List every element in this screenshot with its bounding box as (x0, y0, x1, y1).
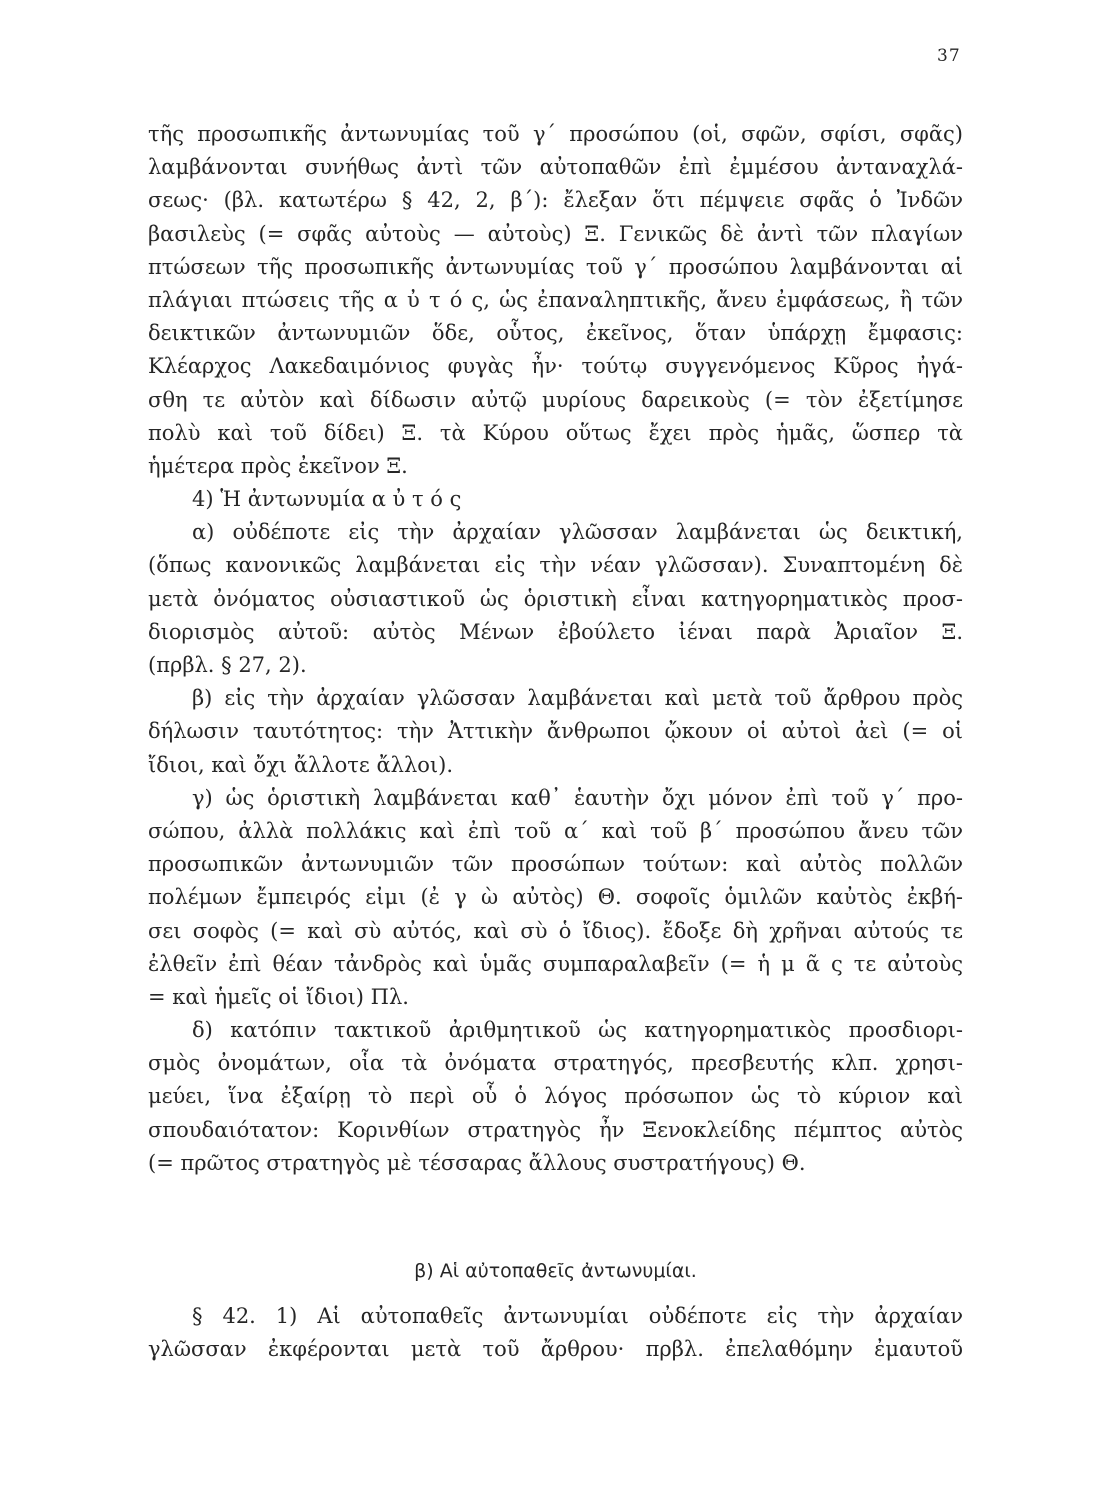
text-line: (= πρῶτος στρατηγὸς μὲ τέσσαρας ἄλλους συστρατήγους) Θ. (148, 1150, 806, 1175)
text-line: α) οὐδέποτε εἰς τὴν ἀρχαίαν γλῶσσαν λαμβάνεται ὡς δεικτική, (192, 520, 963, 545)
text-line: 4) Ἡ ἀντωνυμία α ὐ τ ό ς (192, 487, 462, 512)
text-line: διορισμὸς αὐτοῦ: αὐτὸς Μένων ἐβούλετο ἰέναι παρὰ Ἀριαῖον Ξ. (148, 619, 963, 644)
text-line: ἴδιοι, καὶ ὄχι ἄλλοτε ἄλλοι). (148, 752, 453, 777)
text-line: πλάγιαι πτώσεις τῆς α ὐ τ ό ς, ὡς ἐπαναληπτικῆς, ἄνευ ἐμφάσεως, ἢ τῶν (148, 287, 963, 312)
text-line: ἡμέτερα πρὸς ἐκεῖνον Ξ. (148, 453, 408, 478)
text-line: τῆς προσωπικῆς ἀντωνυμίας τοῦ γ΄ προσώπου (οἱ, σφῶν, σφίσι, σφᾶς) (148, 122, 963, 146)
text-line: = καὶ ἡμεῖς οἱ ἴδιοι) Πλ. (148, 984, 409, 1009)
text-line: δ) κατόπιν τακτικοῦ ἀριθμητικοῦ ὡς κατηγορηματικὸς προσδιορι- (192, 1018, 963, 1043)
text-line: πτώσεων τῆς προσωπικῆς ἀντωνυμίας τοῦ γ΄ προσώπου λαμβάνονται αἱ (148, 254, 963, 279)
text-line: σει σοφὸς (= καὶ σὺ αὐτός, καὶ σὺ ὁ ἴδιος). ἔδοξε δὴ χρῆναι αὐτούς τε (148, 918, 963, 943)
text-line: (ὅπως κανονικῶς λαμβάνεται εἰς τὴν νέαν γλῶσσαν). Συναπτομένη δὲ (148, 553, 963, 578)
text-line: σθη τε αὐτὸν καὶ δίδωσιν αὐτῷ μυρίους δαρεικοὺς (= τὸν ἐξετίμησε (148, 387, 963, 412)
section-heading: β) Αἱ αὐτοπαθεῖς ἀντωνυμίαι. (414, 1260, 697, 1282)
text-line: προσωπικῶν ἀντωνυμιῶν τῶν προσώπων τούτων: καὶ αὐτὸς πολλῶν (148, 852, 963, 877)
text-line: πολέμων ἔμπειρός εἰμι (ἐ γ ὼ αὐτὸς) Θ. σοφοῖς ὁμιλῶν καὐτὸς ἐκβή- (148, 885, 963, 910)
text-line: (πρβλ. § 27, 2). (148, 653, 307, 677)
text-line: σώπου, ἀλλὰ πολλάκις καὶ ἐπὶ τοῦ α΄ καὶ τοῦ β΄ προσώπου ἄνευ τῶν (148, 818, 963, 843)
text-line: σεως· (βλ. κατωτέρω § 42, 2, β΄): ἔλεξαν ὅτι πέμψειε σφᾶς ὁ Ἰνδῶν (148, 188, 963, 213)
text-line: σπουδαιότατον: Κορινθίων στρατηγὸς ἦν Ξενοκλείδης πέμπτος αὐτὸς (148, 1117, 963, 1142)
section-text (148, 1300, 963, 1366)
text-line: γ) ὡς ὁριστικὴ λαμβάνεται καθ᾽ ἑαυτὴν ὄχι μόνον ἐπὶ τοῦ γ΄ προ- (192, 785, 963, 810)
text-line: πολὺ καὶ τοῦ δίδει) Ξ. τὰ Κύρου οὕτως ἔχει πρὸς ἡμᾶς, ὥσπερ τὰ (148, 420, 963, 445)
text-line: δήλωσιν ταυτότητος: τὴν Ἀττικὴν ἄνθρωποι ᾤκουν οἱ αὐτοὶ ἀεὶ (= οἱ (148, 719, 963, 744)
text-line: β) εἰς τὴν ἀρχαίαν γλῶσσαν λαμβάνεται καὶ μετὰ τοῦ ἄρθρου πρὸς (192, 686, 963, 711)
text-line: γλῶσσαν ἐκφέρονται μετὰ τοῦ ἄρθρου· πρβλ. ἐπελαθόμην ἐμαυτοῦ (148, 1337, 963, 1362)
text-line: § 42. 1) Αἱ αὐτοπαθεῖς ἀντωνυμίαι οὐδέποτε εἰς τὴν ἀρχαίαν (192, 1304, 963, 1328)
text-line: μετὰ ὀνόματος οὐσιαστικοῦ ὡς ὁριστικὴ εἶναι κατηγορηματικὸς προσ- (148, 586, 963, 611)
text-line: λαμβάνονται συνήθως ἀντὶ τῶν αὐτοπαθῶν ἐπὶ ἐμμέσου ἀνταναχλά- (148, 155, 963, 180)
body-text (148, 118, 963, 1180)
text-line: δεικτικῶν ἀντωνυμιῶν ὅδε, οὗτος, ἐκεῖνος, ὅταν ὑπάρχῃ ἔμφασις: (148, 321, 963, 346)
text-line: Κλέαρχος Λακεδαιμόνιος φυγὰς ἦν· τούτῳ συγγενόμενος Κῦρος ἠγά- (148, 354, 963, 379)
text-line: σμὸς ὀνομάτων, οἷα τὰ ὀνόματα στρατηγός, πρεσβευτής κλπ. χρησι- (148, 1051, 963, 1076)
text-line: βασιλεὺς (= σφᾶς αὐτοὺς — αὐτοὺς) Ξ. Γενικῶς δὲ ἀντὶ τῶν πλαγίων (148, 221, 963, 246)
text-line: μεύει, ἵνα ἐξαίρῃ τὸ περὶ οὗ ὁ λόγος πρόσωπον ὡς τὸ κύριον καὶ (148, 1084, 963, 1109)
text-line: ἐλθεῖν ἐπὶ θέαν τἀνδρὸς καὶ ὑμᾶς συμπαραλαβεῖν (= ἡ μ ᾶ ς τε αὐτοὺς (148, 951, 963, 976)
page-number: 37 (937, 46, 961, 66)
